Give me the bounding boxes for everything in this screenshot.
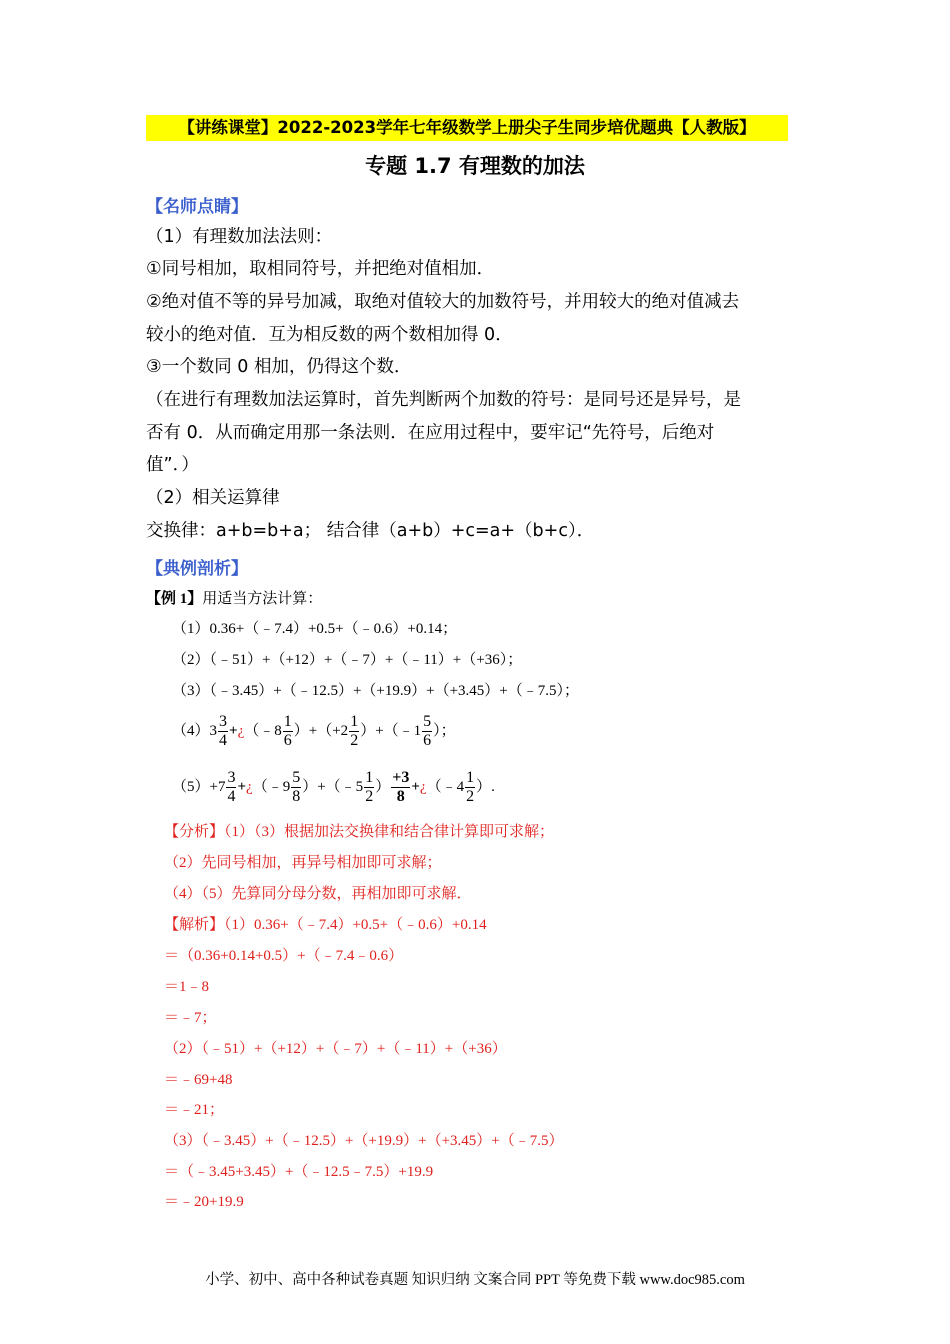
solution-line-6: ＝﹣69+48 xyxy=(164,1072,233,1088)
q5-glyph-2: ¿ xyxy=(419,779,427,795)
q5-part-4: （﹣4 xyxy=(426,779,465,795)
q4-part-3: ）+（﹣1 xyxy=(360,723,422,739)
q5-fraction-2: $\frac{5}{8}$ xyxy=(292,769,301,806)
page-title: 专题 1.7 有理数的加法 xyxy=(365,154,585,178)
solution-line-10: ＝﹣20+19.9 xyxy=(164,1194,244,1210)
q4-fraction-3: $\frac{1}{2}$ xyxy=(350,713,359,750)
note-line-a: （在进行有理数加法运算时，首先判断两个加数的符号：是同号还是异号，是 xyxy=(146,390,741,410)
q5-fraction-4: $\frac{+3}{8}$ xyxy=(392,769,410,806)
solution-line-8: （3）（﹣3.45）+（﹣12.5）+（+19.9）+（+3.45）+（﹣7.5） xyxy=(164,1133,564,1149)
example-label: 【例 1】 xyxy=(146,591,203,607)
rule-2b: 较小的绝对值．互为相反数的两个数相加得 0． xyxy=(146,325,513,345)
q4-suffix: ）； xyxy=(433,723,456,739)
rule-heading: （1）有理数加法法则： xyxy=(146,227,333,247)
q4-plus: + xyxy=(229,723,238,739)
laws-line: 交换律：a+b=b+a； 结合律（a+b）+c=a+（b+c）． xyxy=(146,521,595,541)
q4-fraction-4: $\frac{5}{6}$ xyxy=(423,713,432,750)
analysis-line-1: 【分析】（1）（3）根据加法交换律和结合律计算即可求解； xyxy=(164,824,555,840)
rule-3: ③一个数同 0 相加，仍得这个数． xyxy=(146,357,412,377)
solution-line-5: （2）（﹣51）+（+12）+（﹣7）+（﹣11）+（+36） xyxy=(164,1041,507,1057)
solution-line-9: ＝（﹣3.45+3.45）+（﹣12.5﹣7.5）+19.9 xyxy=(164,1164,434,1180)
q4-part-1: （﹣8 xyxy=(244,723,282,739)
page-footer: 小学、初中、高中各种试卷真题 知识归纳 文案合同 PPT 等免费下载 www.doc985.com xyxy=(205,1272,745,1288)
q4-glyph: ¿ xyxy=(237,723,245,739)
teacher-notes-heading: 【名师点睛】 xyxy=(146,197,248,217)
solution-line-4: ＝﹣7； xyxy=(164,1010,217,1026)
q5-part-1: （﹣9 xyxy=(252,779,291,795)
q4-prefix: （4）3 xyxy=(172,723,218,739)
q5-fraction-1: $\frac{3}{4}$ xyxy=(227,769,236,806)
q5-plus-2: + xyxy=(411,779,420,795)
solution-line-7: ＝﹣21； xyxy=(164,1102,225,1118)
solution-line-1: 【解析】（1）0.36+（﹣7.4）+0.5+（﹣0.6）+0.14 xyxy=(164,917,487,933)
q5-part-2: ）+（﹣5 xyxy=(302,779,364,795)
q4-part-2: ）+（+2 xyxy=(293,723,349,739)
q5-prefix: （5）+7 xyxy=(172,779,226,795)
solution-line-3: ＝1﹣8 xyxy=(164,979,210,995)
q5-fraction-5: $\frac{1}{2}$ xyxy=(466,769,475,806)
rule-2a: ②绝对值不等的异号加减，取绝对值较大的加数符号，并用较大的绝对值减去 xyxy=(146,292,740,312)
series-banner: 【讲练课堂】2022-2023学年七年级数学上册尖子生同步培优题典【人教版】 xyxy=(146,115,788,141)
note-line-c: 值”．） xyxy=(146,455,199,475)
question-4 xyxy=(172,706,456,756)
q4-fraction-1: $\frac{3}{4}$ xyxy=(219,713,228,750)
rule-1: ①同号相加，取相同符号，并把绝对值相加． xyxy=(146,259,495,279)
q5-suffix: ）. xyxy=(476,779,495,795)
examples-heading: 【典例剖析】 xyxy=(146,559,248,579)
analysis-line-2: （2）先同号相加，再异号相加即可求解； xyxy=(164,855,442,871)
question-3: （3）（﹣3.45）+（﹣12.5）+（+19.9）+（+3.45）+（﹣7.5）； xyxy=(172,683,580,699)
q5-plus: + xyxy=(237,779,247,795)
q4-fraction-2: $\frac{1}{6}$ xyxy=(283,713,292,750)
question-5 xyxy=(172,762,495,812)
note-line-b: 否有 0．从而确定用那一条法则．在应用过程中，要牢记“先符号，后绝对 xyxy=(146,423,715,443)
q5-glyph: ¿ xyxy=(246,779,253,795)
question-2: （2）（﹣51）+（+12）+（﹣7）+（﹣11）+（+36）； xyxy=(172,652,523,668)
q5-part-3: ） xyxy=(375,779,391,795)
solution-line-2: ＝（0.36+0.14+0.5）+（﹣7.4﹣0.6） xyxy=(164,948,404,964)
analysis-line-3: （4）（5）先算同分母分数，再相加即可求解． xyxy=(164,886,472,902)
law-heading: （2）相关运算律 xyxy=(146,488,280,508)
q5-fraction-3: $\frac{1}{2}$ xyxy=(365,769,374,806)
question-1: （1）0.36+（﹣7.4）+0.5+（﹣0.6）+0.14； xyxy=(172,621,458,637)
example-1-prompt xyxy=(146,587,322,608)
example-prompt: 用适当方法计算： xyxy=(202,591,323,607)
